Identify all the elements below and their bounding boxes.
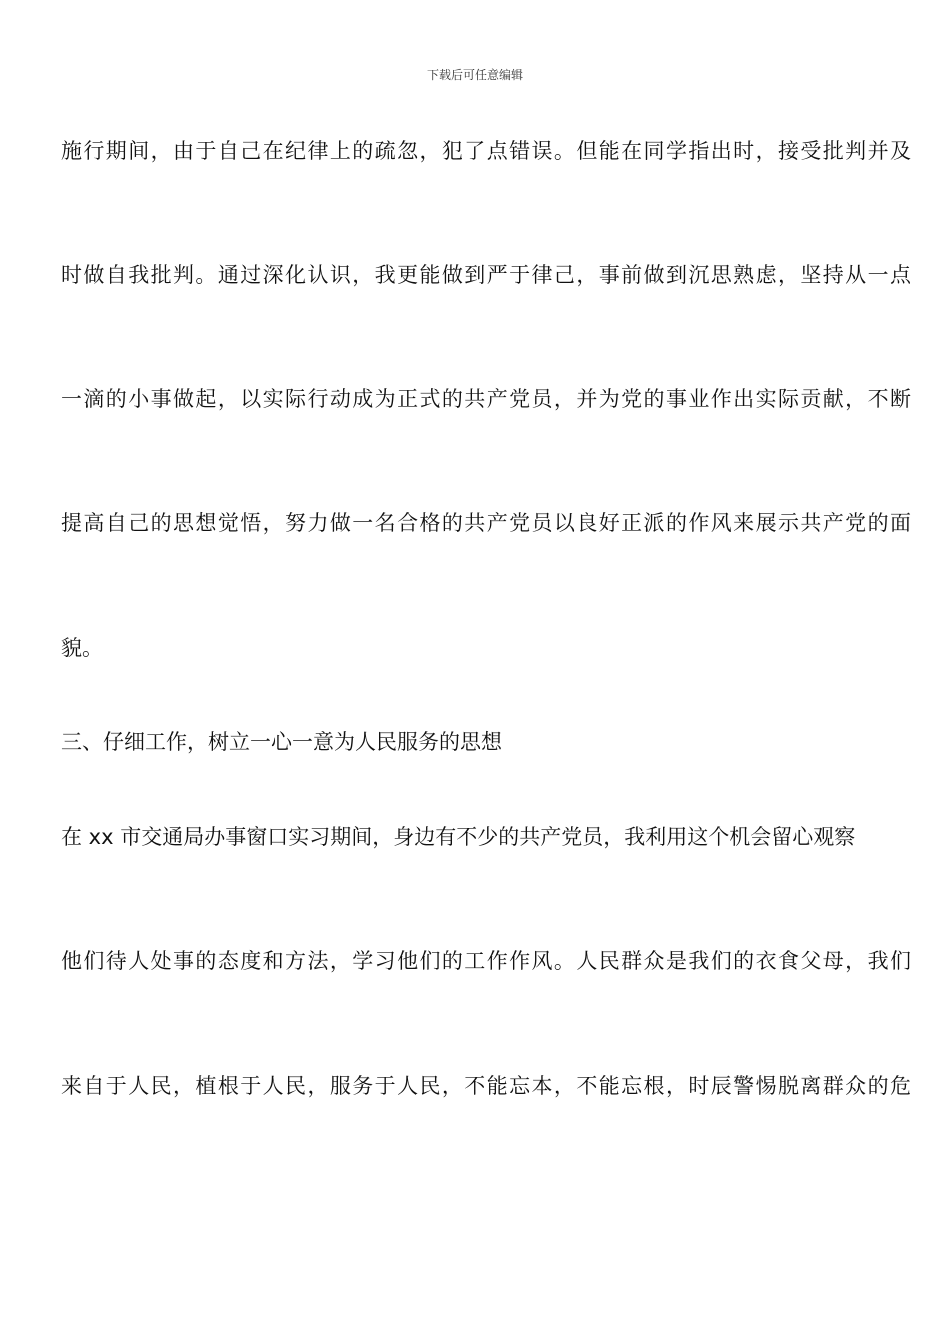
paragraph-line: 来自于人民，植根于人民，服务于人民，不能忘本，不能忘根，时辰警惕脱离群众的危 bbox=[61, 1074, 911, 1098]
paragraph-line: 提高自己的思想觉悟，努力做一名合格的共产党员以良好正派的作风来展示共产党的面 bbox=[61, 511, 911, 535]
page-header: 下载后可任意编辑 bbox=[426, 68, 523, 82]
paragraph-line: 一滴的小事做起，以实际行动成为正式的共产党员，并为党的事业作出实际贡献，不断 bbox=[61, 387, 911, 411]
paragraph-line: 时做自我批判。通过深化认识，我更能做到严于律己，事前做到沉思熟虑，坚持从一点 bbox=[61, 263, 911, 287]
section-heading: 三、仔细工作，树立一心一意为人民服务的思想 bbox=[61, 730, 502, 754]
paragraph-line: 貌。 bbox=[61, 636, 103, 660]
paragraph-line: 他们待人处事的态度和方法，学习他们的工作作风。人民群众是我们的衣食父母，我们 bbox=[61, 949, 911, 973]
paragraph-line: 施行期间，由于自己在纪律上的疏忽，犯了点错误。但能在同学指出时，接受批判并及 bbox=[61, 139, 911, 163]
paragraph-line: 在 xx 市交通局办事窗口实习期间，身边有不少的共产党员，我利用这个机会留心观察 bbox=[61, 825, 856, 849]
